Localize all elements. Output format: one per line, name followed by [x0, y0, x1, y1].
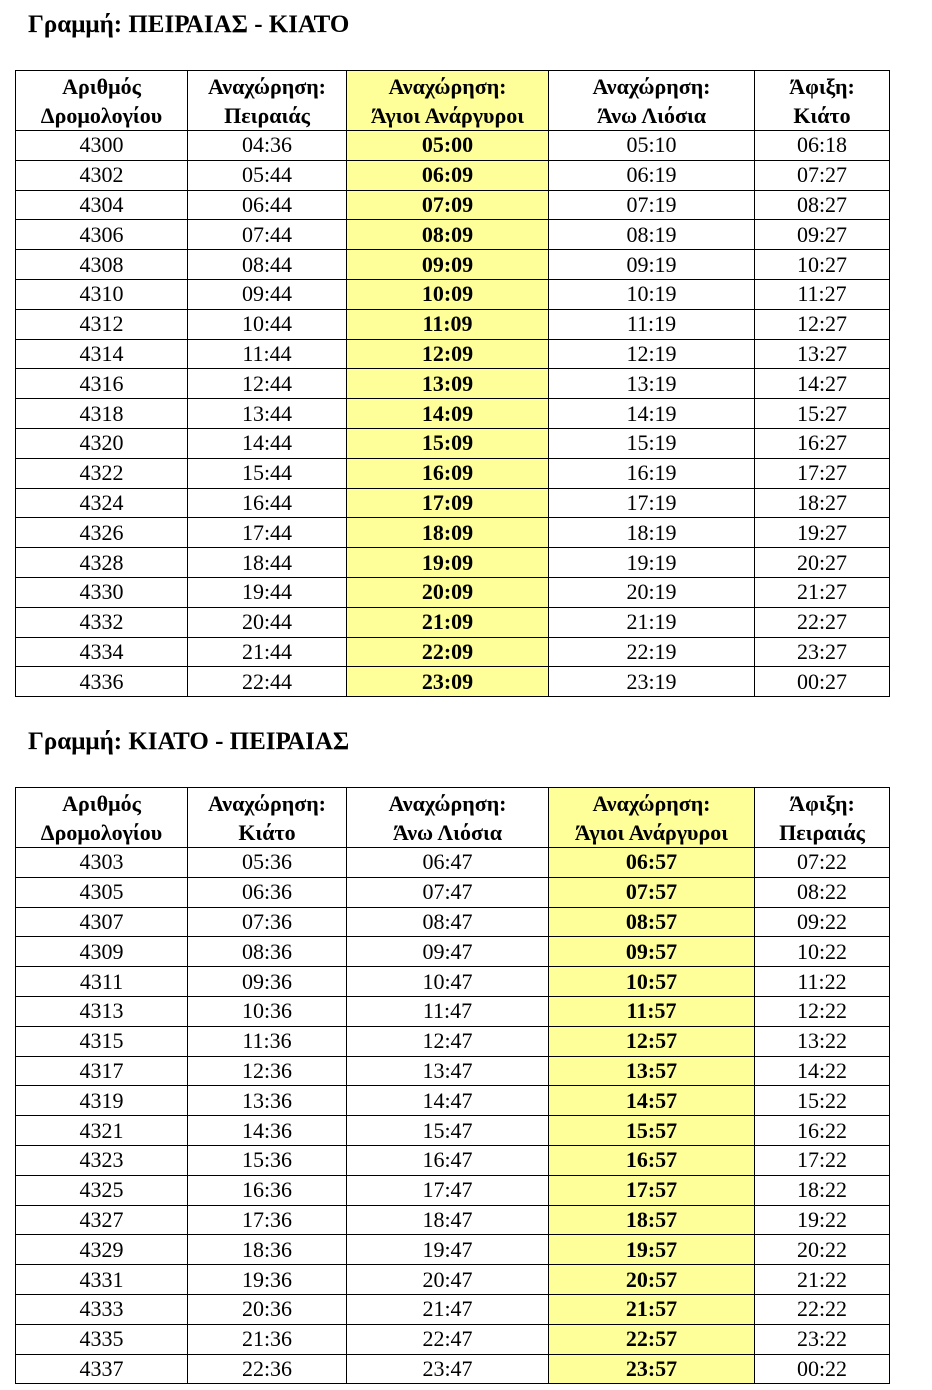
- cell-departure-3: 16:19: [549, 458, 755, 488]
- header-line: Δρομολογίου: [40, 819, 163, 845]
- header-row: [16, 71, 890, 131]
- cell-departure-1: 21:44: [188, 637, 347, 667]
- cell-departure-3: 07:19: [549, 190, 755, 220]
- cell-departure-2: 20:09: [347, 577, 549, 607]
- cell-train-number: 4308: [16, 250, 188, 280]
- cell-departure-2: 23:09: [347, 667, 549, 697]
- cell-arrival: 11:27: [755, 279, 890, 309]
- column-header-arrival: [755, 788, 890, 848]
- table-row: [16, 1056, 890, 1086]
- header-line: Αναχώρηση:: [388, 73, 507, 99]
- header-line: Κιάτο: [793, 102, 851, 128]
- cell-arrival: 20:27: [755, 548, 890, 578]
- cell-train-number: 4333: [16, 1294, 188, 1324]
- cell-departure-2: 10:47: [347, 967, 549, 997]
- cell-departure-1: 04:36: [188, 131, 347, 161]
- cell-train-number: 4316: [16, 369, 188, 399]
- cell-train-number: 4322: [16, 458, 188, 488]
- cell-train-number: 4310: [16, 279, 188, 309]
- cell-departure-2: 06:09: [347, 160, 549, 190]
- cell-departure-2: 19:09: [347, 548, 549, 578]
- cell-departure-2: 21:09: [347, 607, 549, 637]
- table-row: [16, 667, 890, 697]
- cell-departure-2: 09:09: [347, 250, 549, 280]
- cell-train-number: 4318: [16, 399, 188, 429]
- column-header-arrival: [755, 71, 890, 131]
- header-line: Πειραιάς: [224, 102, 310, 128]
- cell-departure-3: 08:19: [549, 220, 755, 250]
- cell-arrival: 15:27: [755, 399, 890, 429]
- cell-departure-1: 13:36: [188, 1086, 347, 1116]
- cell-departure-3: 18:57: [549, 1205, 755, 1235]
- cell-departure-1: 18:44: [188, 548, 347, 578]
- cell-departure-3: 10:19: [549, 279, 755, 309]
- cell-arrival: 10:27: [755, 250, 890, 280]
- cell-departure-3: 12:57: [549, 1026, 755, 1056]
- cell-departure-1: 16:36: [188, 1175, 347, 1205]
- table-row: [16, 309, 890, 339]
- column-header-departure-1: [188, 71, 347, 131]
- cell-arrival: 18:27: [755, 488, 890, 518]
- timetable-body: [16, 848, 890, 1384]
- table-row: [16, 877, 890, 907]
- table-row: [16, 937, 890, 967]
- cell-train-number: 4325: [16, 1175, 188, 1205]
- timetable-header: [16, 71, 890, 131]
- table-row: [16, 518, 890, 548]
- cell-departure-3: 08:57: [549, 907, 755, 937]
- cell-train-number: 4327: [16, 1205, 188, 1235]
- cell-departure-2: 19:47: [347, 1235, 549, 1265]
- cell-train-number: 4319: [16, 1086, 188, 1116]
- cell-departure-2: 17:09: [347, 488, 549, 518]
- cell-departure-2: 08:09: [347, 220, 549, 250]
- cell-departure-1: 12:44: [188, 369, 347, 399]
- cell-train-number: 4303: [16, 848, 188, 878]
- header-line: Πειραιάς: [779, 819, 865, 845]
- cell-departure-2: 06:47: [347, 848, 549, 878]
- cell-departure-1: 06:44: [188, 190, 347, 220]
- cell-train-number: 4312: [16, 309, 188, 339]
- cell-departure-1: 06:36: [188, 877, 347, 907]
- cell-departure-2: 18:09: [347, 518, 549, 548]
- cell-departure-2: 14:09: [347, 399, 549, 429]
- cell-departure-1: 19:36: [188, 1265, 347, 1295]
- cell-arrival: 20:22: [755, 1235, 890, 1265]
- table-row: [16, 1354, 890, 1384]
- cell-departure-1: 11:44: [188, 339, 347, 369]
- cell-departure-1: 14:44: [188, 428, 347, 458]
- cell-arrival: 19:22: [755, 1205, 890, 1235]
- cell-arrival: 21:22: [755, 1265, 890, 1295]
- cell-departure-1: 05:36: [188, 848, 347, 878]
- cell-departure-1: 09:44: [188, 279, 347, 309]
- cell-train-number: 4304: [16, 190, 188, 220]
- cell-arrival: 10:22: [755, 937, 890, 967]
- table-row: [16, 1265, 890, 1295]
- table-row: [16, 1235, 890, 1265]
- cell-departure-1: 21:36: [188, 1324, 347, 1354]
- header-line: Αριθμός: [62, 73, 141, 99]
- timetable-kiato-piraeus: [15, 787, 890, 1384]
- cell-departure-1: 09:36: [188, 967, 347, 997]
- cell-departure-1: 22:36: [188, 1354, 347, 1384]
- cell-departure-2: 21:47: [347, 1294, 549, 1324]
- cell-departure-3: 14:57: [549, 1086, 755, 1116]
- cell-arrival: 14:22: [755, 1056, 890, 1086]
- table-row: [16, 1026, 890, 1056]
- cell-departure-2: 08:47: [347, 907, 549, 937]
- cell-arrival: 22:22: [755, 1294, 890, 1324]
- cell-arrival: 09:22: [755, 907, 890, 937]
- cell-departure-1: 10:36: [188, 996, 347, 1026]
- cell-departure-2: 13:47: [347, 1056, 549, 1086]
- timetable-title-piraeus-kiato: Γραμμή: ΠΕΙΡΑΙΑΣ - ΚΙΑΤΟ: [28, 11, 350, 38]
- column-header-train-number: [16, 71, 188, 131]
- cell-departure-1: 12:36: [188, 1056, 347, 1086]
- cell-departure-2: 14:47: [347, 1086, 549, 1116]
- cell-departure-1: 22:44: [188, 667, 347, 697]
- cell-departure-2: 05:00: [347, 131, 549, 161]
- cell-departure-3: 13:57: [549, 1056, 755, 1086]
- table-row: [16, 250, 890, 280]
- cell-arrival: 08:22: [755, 877, 890, 907]
- cell-departure-3: 16:57: [549, 1145, 755, 1175]
- cell-departure-2: 10:09: [347, 279, 549, 309]
- cell-departure-3: 21:57: [549, 1294, 755, 1324]
- cell-departure-3: 10:57: [549, 967, 755, 997]
- cell-train-number: 4302: [16, 160, 188, 190]
- header-line: Άφιξη:: [789, 73, 855, 99]
- cell-train-number: 4311: [16, 967, 188, 997]
- table-row: [16, 1294, 890, 1324]
- header-line: Άνω Λιόσια: [392, 819, 503, 845]
- cell-train-number: 4306: [16, 220, 188, 250]
- header-row: [16, 788, 890, 848]
- cell-departure-3: 19:19: [549, 548, 755, 578]
- table-row: [16, 190, 890, 220]
- cell-departure-1: 08:44: [188, 250, 347, 280]
- cell-departure-3: 06:19: [549, 160, 755, 190]
- column-header-departure-2: [347, 71, 549, 131]
- timetable-title-kiato-piraeus: Γραμμή: ΚΙΑΤΟ - ΠΕΙΡΑΙΑΣ: [28, 728, 350, 755]
- cell-train-number: 4324: [16, 488, 188, 518]
- table-row: [16, 1086, 890, 1116]
- header-line: Άνω Λιόσια: [596, 102, 707, 128]
- cell-departure-2: 18:47: [347, 1205, 549, 1235]
- cell-departure-3: 11:57: [549, 996, 755, 1026]
- cell-departure-1: 08:36: [188, 937, 347, 967]
- column-header-train-number: [16, 788, 188, 848]
- cell-arrival: 17:27: [755, 458, 890, 488]
- cell-departure-2: 22:47: [347, 1324, 549, 1354]
- cell-arrival: 12:27: [755, 309, 890, 339]
- cell-arrival: 07:22: [755, 848, 890, 878]
- cell-arrival: 00:27: [755, 667, 890, 697]
- cell-arrival: 17:22: [755, 1145, 890, 1175]
- cell-departure-3: 14:19: [549, 399, 755, 429]
- cell-departure-3: 15:57: [549, 1116, 755, 1146]
- header-line: Άφιξη:: [789, 790, 855, 816]
- cell-departure-1: 20:36: [188, 1294, 347, 1324]
- cell-departure-3: 15:19: [549, 428, 755, 458]
- cell-departure-2: 09:47: [347, 937, 549, 967]
- header-line: Άγιοι Ανάργυροι: [370, 102, 525, 128]
- table-row: [16, 279, 890, 309]
- cell-arrival: 16:22: [755, 1116, 890, 1146]
- cell-train-number: 4307: [16, 907, 188, 937]
- cell-departure-2: 12:09: [347, 339, 549, 369]
- cell-train-number: 4309: [16, 937, 188, 967]
- cell-departure-3: 18:19: [549, 518, 755, 548]
- table-row: [16, 399, 890, 429]
- table-row: [16, 848, 890, 878]
- cell-departure-1: 17:44: [188, 518, 347, 548]
- header-line: Άγιοι Ανάργυροι: [574, 819, 729, 845]
- table-row: [16, 160, 890, 190]
- cell-departure-3: 22:19: [549, 637, 755, 667]
- cell-arrival: 11:22: [755, 967, 890, 997]
- table-row: [16, 488, 890, 518]
- cell-departure-3: 23:57: [549, 1354, 755, 1384]
- header-line: Αναχώρηση:: [592, 790, 711, 816]
- cell-departure-1: 13:44: [188, 399, 347, 429]
- table-row: [16, 996, 890, 1026]
- cell-arrival: 13:27: [755, 339, 890, 369]
- cell-departure-3: 06:57: [549, 848, 755, 878]
- cell-departure-3: 05:10: [549, 131, 755, 161]
- header-line: Αναχώρηση:: [207, 790, 327, 816]
- table-row: [16, 131, 890, 161]
- cell-train-number: 4314: [16, 339, 188, 369]
- cell-train-number: 4326: [16, 518, 188, 548]
- cell-train-number: 4334: [16, 637, 188, 667]
- cell-train-number: 4320: [16, 428, 188, 458]
- cell-arrival: 00:22: [755, 1354, 890, 1384]
- cell-train-number: 4332: [16, 607, 188, 637]
- cell-departure-2: 15:09: [347, 428, 549, 458]
- cell-departure-1: 15:44: [188, 458, 347, 488]
- cell-departure-1: 11:36: [188, 1026, 347, 1056]
- header-line: Αριθμός: [62, 790, 141, 816]
- cell-arrival: 16:27: [755, 428, 890, 458]
- cell-arrival: 18:22: [755, 1175, 890, 1205]
- cell-arrival: 06:18: [755, 131, 890, 161]
- cell-departure-3: 17:19: [549, 488, 755, 518]
- cell-departure-1: 14:36: [188, 1116, 347, 1146]
- table-row: [16, 369, 890, 399]
- cell-departure-1: 07:44: [188, 220, 347, 250]
- column-header-departure-1: [188, 788, 347, 848]
- cell-departure-3: 09:19: [549, 250, 755, 280]
- cell-arrival: 14:27: [755, 369, 890, 399]
- header-line: Κιάτο: [238, 819, 296, 845]
- cell-departure-2: 12:47: [347, 1026, 549, 1056]
- cell-train-number: 4330: [16, 577, 188, 607]
- cell-departure-2: 20:47: [347, 1265, 549, 1295]
- table-row: [16, 458, 890, 488]
- cell-arrival: 22:27: [755, 607, 890, 637]
- cell-departure-3: 07:57: [549, 877, 755, 907]
- cell-arrival: 19:27: [755, 518, 890, 548]
- cell-arrival: 13:22: [755, 1026, 890, 1056]
- cell-train-number: 4313: [16, 996, 188, 1026]
- header-line: Δρομολογίου: [40, 102, 163, 128]
- header-line: Αναχώρηση:: [207, 73, 327, 99]
- table-row: [16, 1175, 890, 1205]
- cell-departure-2: 07:47: [347, 877, 549, 907]
- cell-departure-2: 16:09: [347, 458, 549, 488]
- cell-departure-3: 19:57: [549, 1235, 755, 1265]
- cell-arrival: 09:27: [755, 220, 890, 250]
- cell-departure-2: 17:47: [347, 1175, 549, 1205]
- cell-departure-1: 10:44: [188, 309, 347, 339]
- table-row: [16, 577, 890, 607]
- cell-departure-1: 16:44: [188, 488, 347, 518]
- cell-train-number: 4305: [16, 877, 188, 907]
- cell-arrival: 21:27: [755, 577, 890, 607]
- cell-departure-2: 11:09: [347, 309, 549, 339]
- cell-departure-1: 05:44: [188, 160, 347, 190]
- cell-train-number: 4337: [16, 1354, 188, 1384]
- cell-departure-3: 13:19: [549, 369, 755, 399]
- cell-departure-3: 17:57: [549, 1175, 755, 1205]
- table-row: [16, 1324, 890, 1354]
- cell-departure-1: 15:36: [188, 1145, 347, 1175]
- column-header-departure-3: [549, 71, 755, 131]
- table-row: [16, 1145, 890, 1175]
- cell-departure-1: 07:36: [188, 907, 347, 937]
- cell-departure-2: 15:47: [347, 1116, 549, 1146]
- cell-train-number: 4331: [16, 1265, 188, 1295]
- table-row: [16, 1205, 890, 1235]
- cell-departure-1: 19:44: [188, 577, 347, 607]
- cell-departure-1: 17:36: [188, 1205, 347, 1235]
- table-row: [16, 907, 890, 937]
- cell-departure-2: 23:47: [347, 1354, 549, 1384]
- cell-departure-1: 20:44: [188, 607, 347, 637]
- cell-departure-2: 13:09: [347, 369, 549, 399]
- cell-departure-3: 12:19: [549, 339, 755, 369]
- table-row: [16, 607, 890, 637]
- cell-departure-2: 11:47: [347, 996, 549, 1026]
- table-row: [16, 428, 890, 458]
- cell-departure-2: 07:09: [347, 190, 549, 220]
- header-line: Αναχώρηση:: [388, 790, 507, 816]
- cell-arrival: 12:22: [755, 996, 890, 1026]
- cell-arrival: 23:27: [755, 637, 890, 667]
- cell-departure-3: 21:19: [549, 607, 755, 637]
- table-row: [16, 220, 890, 250]
- cell-departure-3: 20:19: [549, 577, 755, 607]
- cell-train-number: 4328: [16, 548, 188, 578]
- header-line: Αναχώρηση:: [592, 73, 711, 99]
- cell-departure-2: 16:47: [347, 1145, 549, 1175]
- cell-arrival: 23:22: [755, 1324, 890, 1354]
- timetable-header: [16, 788, 890, 848]
- cell-arrival: 15:22: [755, 1086, 890, 1116]
- cell-departure-3: 23:19: [549, 667, 755, 697]
- cell-arrival: 08:27: [755, 190, 890, 220]
- table-row: [16, 1116, 890, 1146]
- cell-train-number: 4335: [16, 1324, 188, 1354]
- cell-departure-2: 22:09: [347, 637, 549, 667]
- table-row: [16, 339, 890, 369]
- cell-arrival: 07:27: [755, 160, 890, 190]
- cell-train-number: 4317: [16, 1056, 188, 1086]
- timetable-piraeus-kiato: [15, 70, 890, 697]
- table-row: [16, 967, 890, 997]
- cell-train-number: 4323: [16, 1145, 188, 1175]
- column-header-departure-2: [347, 788, 549, 848]
- table-row: [16, 548, 890, 578]
- cell-departure-3: 09:57: [549, 937, 755, 967]
- cell-departure-3: 22:57: [549, 1324, 755, 1354]
- cell-train-number: 4300: [16, 131, 188, 161]
- cell-departure-3: 20:57: [549, 1265, 755, 1295]
- cell-train-number: 4329: [16, 1235, 188, 1265]
- cell-train-number: 4321: [16, 1116, 188, 1146]
- cell-departure-1: 18:36: [188, 1235, 347, 1265]
- column-header-departure-3: [549, 788, 755, 848]
- cell-train-number: 4315: [16, 1026, 188, 1056]
- table-row: [16, 637, 890, 667]
- cell-train-number: 4336: [16, 667, 188, 697]
- cell-departure-3: 11:19: [549, 309, 755, 339]
- timetable-body: [16, 131, 890, 697]
